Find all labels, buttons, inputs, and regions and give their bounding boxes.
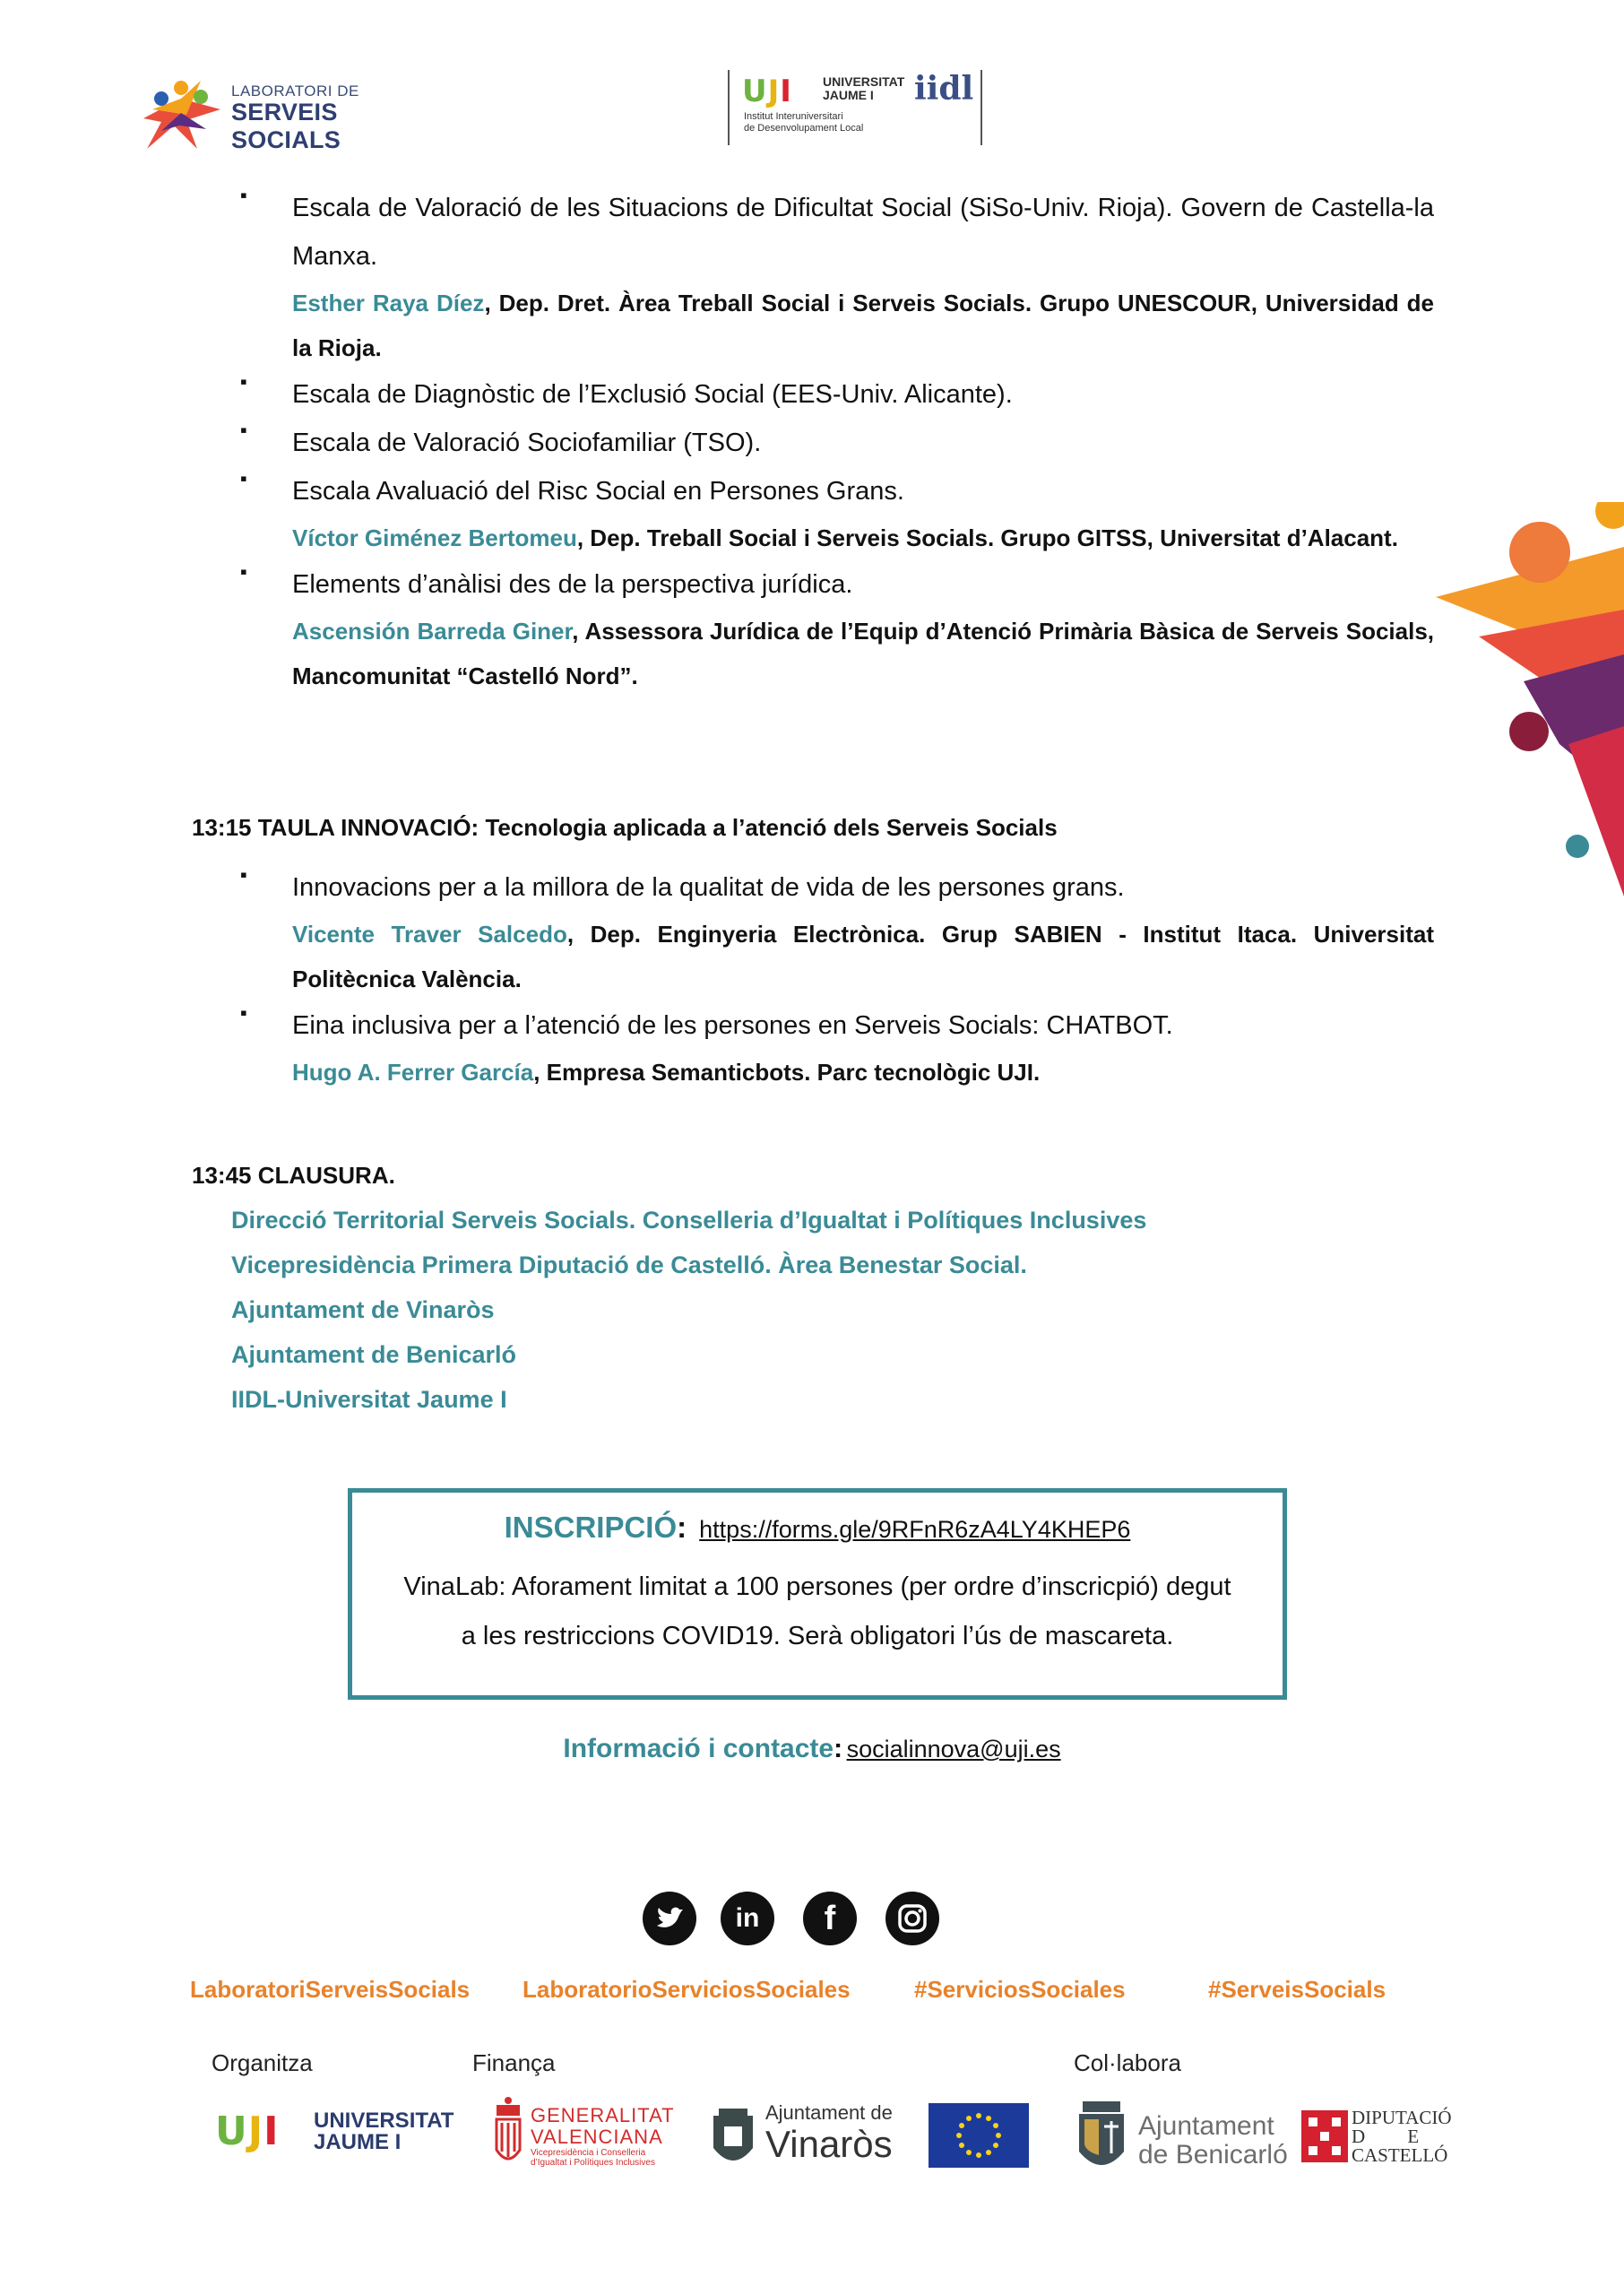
hashtag-link[interactable]: LaboratorioServiciosSociales — [523, 1976, 851, 2003]
linkedin-icon[interactable]: in — [721, 1892, 774, 1945]
speaker-line — [292, 609, 1434, 698]
benicarlo-name: Ajuntament de Benicarló — [1138, 2111, 1288, 2169]
list-item: IIDL-Universitat Jaume I — [231, 1386, 507, 1413]
contact-line — [0, 1734, 1624, 1764]
list-item — [240, 467, 1434, 560]
contact-colon: : — [834, 1734, 843, 1763]
list-item — [240, 863, 1434, 1001]
hashtag-link[interactable]: #ServeisSocials — [1208, 1976, 1386, 2003]
innovation-items-list — [240, 863, 1434, 1095]
twitter-icon[interactable] — [643, 1892, 696, 1945]
closing-heading: 13:45 CLAUSURA. — [192, 1162, 395, 1189]
innovation-heading: 13:15 TAULA INNOVACIÓ: Tecnologia aplicada a l’atenció dels Serveis Socials — [192, 814, 1058, 841]
registration-box — [348, 1488, 1287, 1700]
speaker-line — [292, 912, 1434, 1001]
list-item — [240, 419, 1434, 467]
gva-crest-icon — [491, 2096, 525, 2182]
uji-university-name: UNIVERSITAT JAUME I — [314, 2109, 454, 2154]
contact-email-link[interactable]: socialinnova@uji.es — [846, 1736, 1061, 1762]
organitza-label: Organitza — [212, 2049, 313, 2076]
closing-participants — [231, 1198, 1146, 1422]
european-union-flag — [929, 2103, 1029, 2168]
financa-label: Finança — [472, 2049, 556, 2076]
uji-university-name: UNIVERSITAT JAUME I — [823, 74, 905, 102]
speaker-name: Ascensión Barreda Giner — [292, 618, 573, 645]
registration-line — [352, 1511, 1283, 1545]
speaker-line — [292, 1050, 1434, 1095]
list-item — [240, 1001, 1434, 1095]
diputacio-crest-icon — [1301, 2110, 1348, 2162]
uji-logo — [215, 2103, 457, 2166]
gva-department: Vicepresidència i Conselleria d’Igualtat i Polítiques Inclusives — [531, 2148, 655, 2168]
iidl-wordmark: iidl — [914, 70, 974, 108]
speaker-affiliation: , Dep. Dret. Àrea Treball Social i Serveis Socials. Grupo UNESCOUR, Universidad de la Rioja. — [292, 290, 1434, 361]
list-item: Ajuntament de Vinaròs — [231, 1296, 495, 1323]
speaker-name: Víctor Giménez Bertomeu — [292, 524, 577, 551]
registration-colon: : — [677, 1511, 687, 1544]
speaker-line — [292, 515, 1434, 560]
registration-notice: VinaLab: Aforament limitat a 100 persones (per ordre d’inscricpió) degut a les restriccions COVID19. Serà obligatori l’ús de mascareta. — [403, 1572, 1231, 1650]
item-title: ▪ Escala de Valoració de les Situacions de Dificultat Social (SiSo-Univ. Rioja). Govern de Castella-la Manxa. — [292, 194, 1434, 271]
list-item: Ajuntament de Benicarló — [231, 1341, 517, 1368]
uji-wordmark: UJI — [215, 2109, 280, 2154]
collabora-label: Col·labora — [1074, 2049, 1181, 2076]
item-title: ▪ Escala Avaluació del Risc Social en Persones Grans. — [292, 477, 904, 506]
speaker-affiliation: , Empresa Semanticbots. Parc tecnològic UJI. — [533, 1059, 1041, 1086]
item-title: ▪ Escala de Diagnòstic de l’Exclusió Social (EES-Univ. Alicante). — [292, 380, 1013, 409]
speaker-line — [292, 281, 1434, 370]
speaker-name: Esther Raya Díez — [292, 290, 485, 316]
speaker-name: Hugo A. Ferrer García — [292, 1059, 534, 1086]
benicarlo-crest-icon — [1075, 2100, 1127, 2177]
registration-link[interactable]: https://forms.gle/9RFnR6zA4LY4KHEP6 — [699, 1516, 1131, 1543]
uji-iidl-logo — [728, 70, 982, 145]
eu-stars-icon — [929, 2103, 1029, 2168]
laboratori-serveis-socials-logo — [134, 63, 439, 152]
speaker-affiliation: , Dep. Enginyeria Electrònica. Grup SABIEN - Institut Itaca. Universitat Politècnica València. — [292, 921, 1434, 992]
institute-name: Institut Interuniversitari de Desenvolupament Local — [744, 111, 864, 134]
logo-subtitle: LABORATORI DE — [231, 82, 359, 100]
list-item: Direcció Territorial Serveis Socials. Conselleria d’Igualtat i Polítiques Inclusives — [231, 1207, 1147, 1234]
vinaros-big: Vinaròs — [765, 2123, 893, 2165]
vinaros-small: Ajuntament de — [765, 2101, 893, 2124]
speaker-affiliation: , Assessora Jurídica de l’Equip d’Atenció Primària Bàsica de Serveis Socials, Mancomunitat “Castelló Nord”. — [292, 618, 1434, 689]
diputacio-castello-logo — [1301, 2107, 1463, 2169]
generalitat-valenciana-logo — [491, 2092, 688, 2191]
item-title: ▪ Innovacions per a la millora de la qualitat de vida de les persones grans. — [292, 873, 1125, 902]
list-item — [240, 560, 1434, 698]
item-title: ▪ Escala de Valoració Sociofamiliar (TSO). — [292, 429, 762, 457]
registration-label: INSCRIPCIÓ — [504, 1511, 678, 1544]
facebook-icon[interactable]: f — [803, 1892, 857, 1945]
speaker-affiliation: , Dep. Treball Social i Serveis Socials. Grupo GITSS, Universitat d’Alacant. — [576, 524, 1398, 551]
ajuntament-benicarlo-logo — [1075, 2098, 1291, 2178]
gva-name: GENERALITAT VALENCIANA — [531, 2104, 675, 2148]
hashtag-link[interactable]: LaboratoriServeisSocials — [190, 1976, 471, 2003]
logo-title: SERVEIS SOCIALS — [231, 99, 341, 153]
vinaros-crest-icon — [710, 2107, 756, 2173]
list-item: Vicepresidència Primera Diputació de Castelló. Àrea Benestar Social. — [231, 1251, 1027, 1278]
list-item — [240, 370, 1434, 419]
session-items-list — [240, 184, 1434, 698]
diputacio-name: DIPUTACIÓ D E CASTELLÓ — [1352, 2107, 1452, 2166]
item-title: ▪ Elements d’anàlisi des de la perspectiva jurídica. — [292, 570, 853, 599]
uji-wordmark: UJI — [742, 74, 792, 109]
ajuntament-vinaros-logo — [710, 2098, 907, 2178]
contact-label: Informació i contacte — [563, 1734, 834, 1763]
hashtag-link[interactable]: #ServiciosSociales — [914, 1976, 1126, 2003]
people-star-icon — [134, 63, 228, 152]
list-item — [240, 184, 1434, 370]
item-title: ▪ Eina inclusiva per a l’atenció de les persones en Serveis Socials: CHATBOT. — [292, 1011, 1173, 1040]
instagram-icon[interactable] — [885, 1892, 939, 1945]
decorative-star-graphic — [1425, 502, 1624, 914]
speaker-name: Vicente Traver Salcedo — [292, 921, 567, 948]
